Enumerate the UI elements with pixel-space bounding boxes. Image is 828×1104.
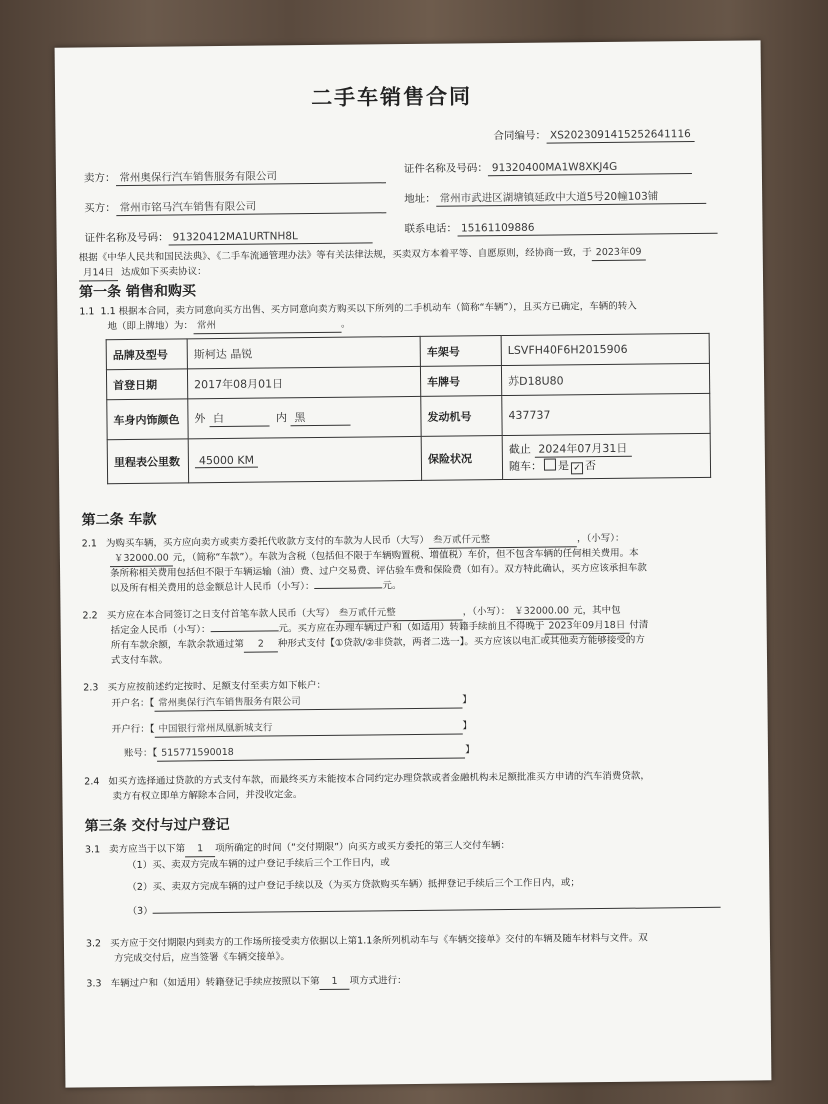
bank-holder-row: 开户名：【 常州奥保行汽车销售服务有限公司 】 [111,693,471,712]
delivery-option-choice: 1 [185,842,215,857]
intro-line-2: 月14日 达成如下买卖协议： [79,265,207,281]
clause-2-3: 2.3 买方应按前述约定按时、足额支付至卖方如下帐户： [83,679,327,694]
clause-2-2-line-3: 所有车款余额，车款余款通过第 2 种形式支付【①贷款/②非贷款，两者二选一】。买方应该以电汇或其他卖方能够接受的方 [110,634,645,652]
seller-cert-value: 91320400MA1W8XKJ4G [488,159,692,176]
sign-date-part-2: 月14日 [79,266,118,281]
clause-3-1-item-1: （1）买、卖双方完成车辆的过户登记手续后三个工作日内，或 [127,857,390,872]
clause-2-1-line-4: 以及所有相关费用的总金额总计人民币（小写）： 元。 [110,580,402,595]
article-1-heading: 第一条 销售和购买 [79,283,197,301]
color-value: 外 白 内 黑 [188,396,421,438]
clause-2-2-line-1: 2.2 买方应在本合同签订之日支付首笔车款人民币（大写） 叁万贰仟元整 ，（小写）： ￥32000.00 元，其中包 [82,604,621,622]
insurance-label: 保险状况 [421,436,502,481]
clause-2-2-line-4: 式支付车款。 [110,654,169,667]
buyer-phone-row: 联系电话： 15161109886 [404,219,717,237]
reg-date-label: 首登日期 [106,369,187,400]
bank-account: 515771590018 [157,743,465,761]
vin-label: 车架号 [420,336,501,367]
clause-2-2-line-2: 括定金人民币（小写）： 元。买方应在办理车辆过户和（如适用）转籍手续前且不得晚于 2023年09月18日 付清 [110,619,649,637]
total-price-words: 叁万贰仟元整 [429,532,577,549]
payment-method-choice: 2 [244,637,278,652]
clause-3-2-line-1: 3.2 买方应于交付期限内到卖方的工作场所接受卖方依据以上第1.1条所列机动车与《车辆交接单》交付的车辆及随车材料与文件。双 [85,932,648,950]
exterior-color: 白 [209,410,269,428]
buyer-cert-row: 证件名称及号码： 91320412MA1URTNH8L [84,228,372,246]
seller-row: 卖方： 常州奥保行汽车销售服务有限公司 [84,168,386,186]
brand-label: 品牌及型号 [106,339,187,370]
page-title: 二手车销售合同 [310,84,473,111]
no-checkbox [571,462,583,474]
buyer-phone: 15161109886 [457,219,717,237]
plate-value: 苏D18U80 [501,363,709,395]
clause-1-1-destination: 地（即上牌地）为： 常州 。 [107,318,350,336]
buyer-address-row: 地址： 常州市武进区湖塘镇延政中大道5号20幢103铺 [404,189,706,207]
clause-2-4-line-1: 2.4 如买方选择通过贷款的方式支付车款，而最终买方未能按本合同约定办理贷款或者金融机构未足额批准买方申请的汽车消费贷款， [84,770,650,788]
check-mark-icon: ✓ [573,462,581,473]
mileage-cell [188,436,421,482]
article-2-heading: 第二条 车款 [81,511,157,529]
bank-holder: 常州奥保行汽车销售服务有限公司 [154,693,462,711]
clause-2-4-line-2: 卖方有权立即单方解除本合同，并没收定金。 [112,789,303,803]
clause-3-3: 3.3 车辆过户和（如适用）转籍登记手续应按照以下第 1 项方式进行： [86,975,407,990]
mileage-value: 45000 KM [195,453,258,468]
bank-name: 中国银行常州凤凰新城支行 [154,719,462,737]
yes-checkbox [544,458,556,470]
first-payment-words: 叁万贰仟元整 [335,605,463,621]
contract-number: 合同编号： XS2023091415252641116 [493,127,694,144]
balance-due-date: 2023年09月18日 [544,619,629,635]
clause-3-1-item-3: （3） [128,899,721,919]
buyer-address: 常州市武进区湖塘镇延政中大道5号20幢103铺 [436,189,706,207]
clause-2-1-line-2: ￥32000.00 元，（简称“车款”）。车款为含税（包括但不限于车辆购置税、增值税）车价，但不包含车辆的任何相关费用。本 [110,547,639,568]
vin-value: LSVFH40F6H2015906 [501,333,709,365]
clause-3-1-item-2: （2）买、卖双方完成车辆的过户登记手续以及（为买方贷款购买车辆）抵押登记手续后三个工作日内，或； [127,877,580,894]
buyer-row: 买方： 常州市铭马汽车销售有限公司 [84,198,386,216]
clause-2-1-line-1: 2.1 为购买车辆，买方应向卖方或卖方委托代收款方支付的车款为人民币（大写） 叁万贰仟元整 ，（小写）： [81,532,625,550]
clause-3-1: 3.1 卖方应当于以下第 1 项所确定的时间（“交付期限”）向买方或买方委托的第三人交付车辆： [84,840,511,856]
intro-line-1: 根据《中华人民共和国民法典》、《二手车流通管理办法》等有关法律法规，买卖双方本着平等、自愿原则，经协商一致，于 2023年09 [79,246,646,267]
plate-label: 车牌号 [420,366,501,397]
seller-cert-row: 证件名称及号码： 91320400MA1W8XKJ4G [404,159,692,177]
engine-label: 发动机号 [421,396,502,437]
sign-date-part-1: 2023年09 [592,246,646,262]
insurance-value: 截止 2024年07月31日 随车： 是 ✓ 否 [502,433,710,479]
contract-page [55,40,772,1087]
transfer-option-choice: 1 [319,975,349,990]
article-3-heading: 第三条 交付与过户登记 [84,816,230,835]
total-price-number: ￥32000.00 [110,552,173,568]
interior-color: 黑 [290,409,350,427]
insurance-until: 2024年07月31日 [534,439,631,457]
destination-place: 常州 [193,318,341,335]
reg-date-value: 2017年08月01日 [187,366,420,398]
clause-1-1: 1.1 1.1 根据本合同，卖方同意向买方出售、买方同意向卖方购买以下所列的二手机动车（简称“车辆”），且买方已确定，车辆的转入 [79,300,637,318]
buyer-name: 常州市铭马汽车销售有限公司 [116,198,386,216]
clause-3-2-line-2: 方完成交付后，应当签署《车辆交接单》。 [114,951,290,965]
seller-name: 常州奥保行汽车销售服务有限公司 [115,168,385,186]
contract-number-value: XS2023091415252641116 [546,127,695,144]
brand-value: 斯柯达 晶锐 [187,336,420,368]
bank-account-row: 账号：【 515771590018 】 [124,743,475,762]
clause-2-1-line-3: 条所称相关费用包括但不限于车辆运输（油）费、过户交易费、评估验车费和保险费（如有）。双方特此确认，买方应该承担车款 [110,562,647,580]
color-label: 车身内饰颜色 [107,399,188,440]
vehicle-info-table [106,333,711,484]
mileage-label: 里程表公里数 [107,439,188,484]
buyer-cert-value: 91320412MA1URTNH8L [168,228,372,245]
bank-name-row: 开户行：【 中国银行常州凤凰新城支行 】 [112,719,472,738]
engine-value: 437737 [502,393,710,435]
first-payment-number: ￥32000.00 [510,604,573,620]
